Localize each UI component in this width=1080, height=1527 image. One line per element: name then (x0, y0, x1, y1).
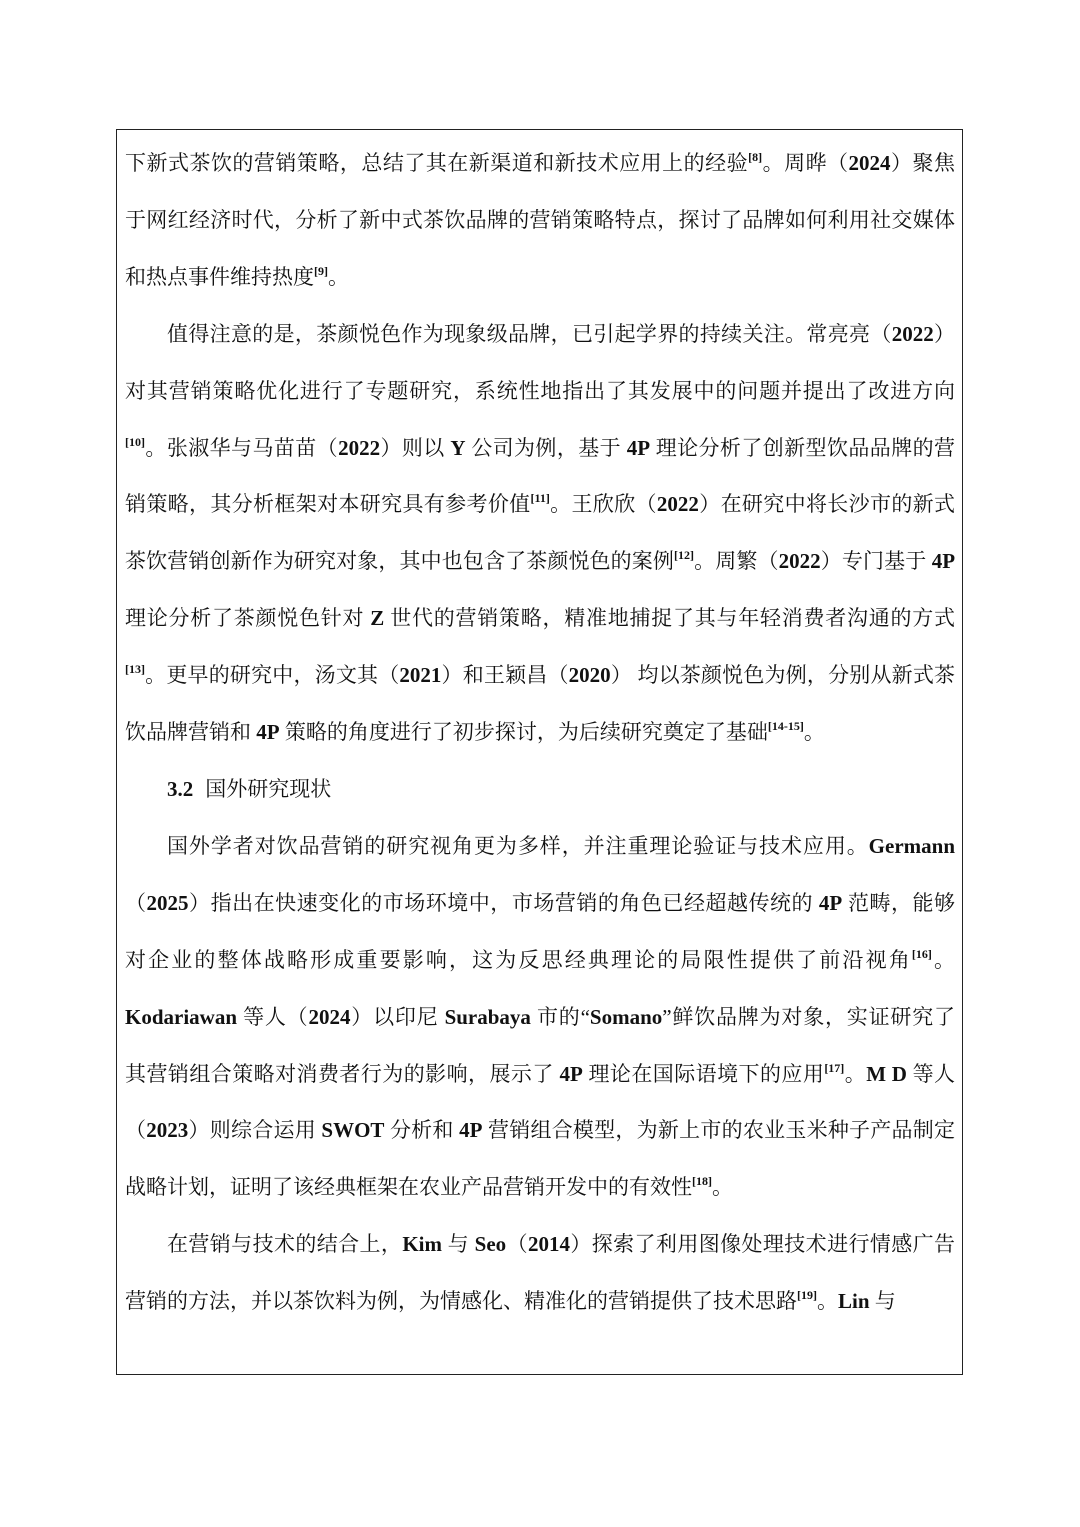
text-run: 。 (817, 1289, 838, 1314)
bold-run: 2024 (308, 1004, 351, 1029)
bold-run: 2025 (146, 890, 189, 915)
text-run: 理论在国际语境下的应用 (582, 1061, 825, 1086)
bold-run: Germann (868, 833, 955, 858)
paragraphs-after (125, 818, 955, 1330)
bold-run: 2014 (527, 1232, 570, 1257)
bold-run: Kodariawan (125, 1004, 238, 1029)
bold-run: 4P (459, 1118, 483, 1143)
bold-run: M D (866, 1061, 907, 1086)
text-run: ）聚焦于网红经济时代，分析了新中式茶饮品牌的营销策略特点，探讨了品牌如何利用社交媒体和热点事件维持热度 (125, 151, 956, 289)
text-run: ）专门基于 (820, 549, 932, 574)
section-title: 国外研究现状 (205, 776, 332, 801)
citation-ref: [9] (314, 263, 328, 278)
text-run: ） 均以茶颜悦色为例，分别从新式茶饮品牌营销和 (125, 663, 956, 745)
citation-ref: [16] (911, 946, 932, 961)
text-run: 在营销与技术的结合上， (167, 1232, 403, 1257)
paragraph-p4 (125, 1216, 955, 1330)
bold-run: Surabaya (444, 1004, 531, 1029)
text-run: 。周繁（ (694, 549, 779, 574)
bold-run: 2022 (778, 549, 821, 574)
section-heading (125, 761, 955, 818)
text-run: ）对其营销策略优化进行了专题研究，系统性地指出了其发展中的问题并提出了改进方向 (125, 321, 956, 403)
text-run: 。 (328, 264, 349, 289)
bold-run: Somano (589, 1004, 663, 1029)
text-run: 。张淑华与马苗苗（ (145, 435, 339, 460)
text-run: 理论分析了茶颜悦色针对 (125, 606, 371, 631)
text-run: 等人（ (237, 1004, 309, 1029)
citation-ref: [12] (674, 548, 695, 563)
text-run: 策略的角度进行了初步探讨，为后续研究奠定了基础 (279, 720, 768, 745)
text-run: ）指出在快速变化的市场环境中，市场营销的角色已经超越传统的 (188, 890, 819, 915)
text-run: 世代的营销策略，精准地捕捉了其与年轻消费者沟通的方式 (384, 606, 956, 631)
bold-run: 4P (931, 549, 956, 574)
bold-run: 2022 (891, 321, 934, 346)
text-run: 范畴，能够对企业的整体战略形成重要影响，这为反思经典理论的局限性提供了前沿视角 (125, 890, 956, 972)
citation-ref: [11] (530, 491, 550, 506)
citation-ref: [18] (692, 1174, 712, 1189)
text-run: ）则综合运用 (188, 1118, 322, 1143)
text-run: ）以印尼 (350, 1004, 445, 1029)
bold-run: 4P (626, 435, 651, 460)
citation-ref: [10] (125, 434, 145, 449)
text-run: 。 (803, 720, 825, 745)
text-run: （ (506, 1232, 528, 1257)
citation-ref: [14-15] (767, 719, 804, 734)
citation-ref: [19] (797, 1288, 817, 1303)
bold-run: 2022 (338, 435, 381, 460)
bold-run: 2023 (146, 1118, 189, 1143)
bold-run: 2022 (656, 492, 699, 517)
text-run: 公司为例，基于 (465, 435, 627, 460)
paragraph-p2 (125, 306, 955, 761)
paragraph-p3 (125, 818, 955, 1216)
bold-run: Seo (474, 1232, 507, 1257)
bold-run: 2024 (848, 151, 891, 175)
bold-run: 4P (818, 890, 843, 915)
paragraph-p1 (125, 135, 955, 306)
bold-run: Y (450, 435, 466, 460)
text-run: 。周晔（ (762, 151, 849, 175)
text-run: 。 (712, 1175, 733, 1200)
text-run: 。更早的研究中，汤文其（ (145, 663, 400, 688)
bold-run: Z (370, 606, 385, 631)
bold-run: 4P (256, 720, 280, 745)
text-run: 营销组合模型，为新上市的农业玉米种子产品制定战略计划，证明了该经典框架在农业产品营销开发中的有效性 (125, 1118, 956, 1200)
citation-ref: [13] (125, 662, 145, 677)
text-run: 下新式茶饮的营销策略，总结了其在新渠道和新技术应用上的经验 (125, 151, 749, 175)
text-run: ）则以 (380, 435, 451, 460)
text-run: 国外学者对饮品营销的研究视角更为多样，并注重理论验证与技术应用。 (167, 833, 869, 858)
text-run: 与 (869, 1289, 896, 1314)
text-run: ”鲜饮品牌为对象，实证研究了其营销组合策略对消费者行为的影响，展示了 (125, 1004, 956, 1086)
citation-ref: [8] (748, 150, 763, 164)
bold-run: Lin (838, 1289, 870, 1314)
bold-run: 4P (559, 1061, 583, 1086)
text-run: 。王欣欣（ (549, 492, 657, 517)
paragraphs-before (125, 135, 955, 761)
bold-run: 2020 (568, 663, 611, 688)
bold-run: 2021 (399, 663, 442, 688)
text-run: （ (125, 890, 147, 915)
text-run: 。 (844, 1061, 867, 1086)
text-run: ）探索了利用图像处理技术进行情感广告营销的方法，并以茶饮料为例，为情感化、精准化的营销提供了技术思路 (125, 1232, 956, 1314)
text-run: 。 (931, 947, 956, 972)
text-run: 与 (441, 1232, 475, 1257)
document-body (125, 135, 955, 1330)
text-run: 值得注意的是，茶颜悦色作为现象级品牌，已引起学界的持续关注。常亮亮（ (167, 321, 892, 346)
text-run: 分析和 (384, 1118, 460, 1143)
text-run: ）在研究中将长沙市的新式茶饮营销创新作为研究对象，其中也包含了茶颜悦色的案例 (125, 492, 956, 574)
bold-run: SWOT (321, 1118, 385, 1143)
section-number: 3.2 (167, 776, 194, 801)
document-frame (116, 129, 963, 1375)
text-run: 市的“ (530, 1004, 590, 1029)
bold-run: Kim (402, 1232, 442, 1257)
citation-ref: [17] (824, 1060, 845, 1075)
text-run: ）和王颖昌（ (441, 663, 569, 688)
text-run: 等人（ (125, 1061, 956, 1143)
text-run: 理论分析了创新型饮品品牌的营销策略，其分析框架对本研究具有参考价值 (125, 435, 956, 517)
